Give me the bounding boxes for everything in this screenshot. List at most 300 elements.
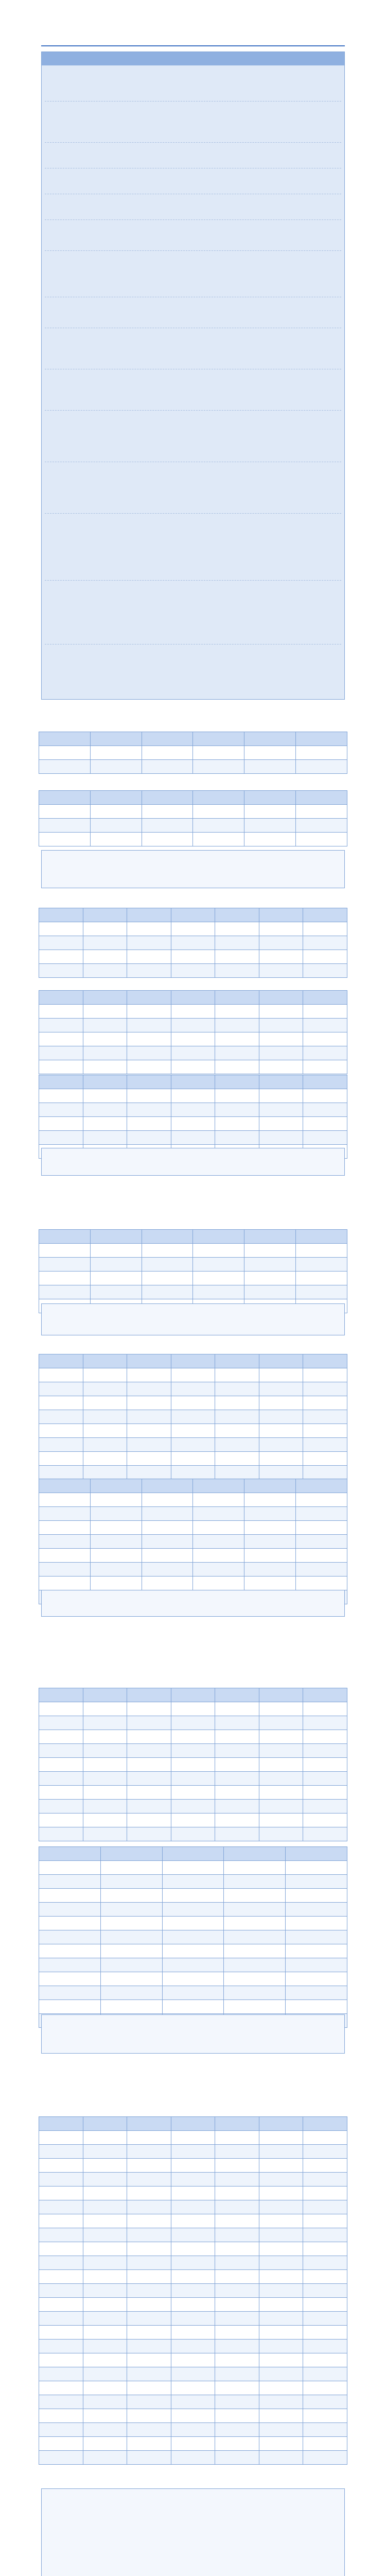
table-cell	[303, 922, 347, 936]
analysis-note-s1	[41, 1148, 345, 1176]
table-cell	[259, 2423, 303, 2437]
table-cell	[162, 1972, 224, 1986]
analysis-note-s4	[41, 2488, 345, 2576]
news-paragraph-text	[45, 583, 341, 585]
table-cell	[39, 1958, 101, 1972]
table-row	[39, 936, 347, 950]
table-cell	[142, 1272, 193, 1285]
table-header-row	[39, 1075, 347, 1089]
table-cell	[244, 1521, 296, 1535]
column-header	[162, 1847, 224, 1861]
table-cell	[244, 1535, 296, 1549]
table-cell	[215, 1786, 259, 1800]
table-cell	[171, 1368, 215, 1382]
table-cell	[127, 2409, 171, 2423]
table-cell	[215, 1019, 259, 1032]
table-cell	[127, 2242, 171, 2256]
table-cell	[171, 1382, 215, 1396]
table-cell	[127, 1424, 171, 1438]
column-header	[39, 2117, 83, 2131]
table-cell	[259, 2200, 303, 2214]
table-row	[39, 1758, 347, 1772]
news-paragraph	[45, 330, 341, 369]
column-header	[193, 1479, 244, 1493]
table-cell	[259, 2326, 303, 2340]
table-cell	[259, 1744, 303, 1758]
table-cell	[286, 1889, 347, 1903]
table-cell	[303, 2312, 347, 2326]
table-cell	[215, 2340, 259, 2353]
table-cell	[83, 1800, 127, 1814]
table-cell	[215, 1103, 259, 1117]
table-cell	[83, 1005, 127, 1019]
table-row	[39, 2256, 347, 2270]
table-cell	[171, 1117, 215, 1131]
table-cell	[259, 2242, 303, 2256]
table-row	[39, 1019, 347, 1032]
table-cell	[83, 2423, 127, 2437]
table-cell	[224, 1930, 286, 1944]
table-header-row	[39, 2117, 347, 2131]
table-header-row	[39, 1230, 347, 1244]
table-cell	[39, 1535, 91, 1549]
table-cell	[215, 2270, 259, 2284]
table-cell	[296, 819, 347, 833]
table-cell	[83, 2353, 127, 2367]
table-row	[39, 1507, 347, 1521]
table-cell	[171, 2159, 215, 2173]
table-cell	[224, 1958, 286, 1972]
table-cell	[303, 2423, 347, 2437]
table-cell	[39, 2270, 83, 2284]
table-cell	[39, 746, 91, 760]
table-cell	[244, 805, 296, 819]
table-cell	[259, 1103, 303, 1117]
column-header	[127, 908, 171, 922]
table-header-row	[39, 1847, 347, 1861]
table-row	[39, 2228, 347, 2242]
column-header	[39, 1479, 91, 1493]
table-row	[39, 1410, 347, 1424]
table-cell	[39, 1244, 91, 1258]
table-cell	[215, 936, 259, 950]
table-cell	[171, 1103, 215, 1117]
table-row	[39, 1535, 347, 1549]
table-row	[39, 2312, 347, 2326]
table-header-row	[39, 1688, 347, 1702]
table-row	[39, 1117, 347, 1131]
table-row	[39, 2451, 347, 2465]
table-row	[39, 2353, 347, 2367]
news-paragraph	[45, 516, 341, 581]
table-cell	[303, 1702, 347, 1716]
table-cell	[83, 2145, 127, 2159]
table-cell	[259, 1772, 303, 1786]
column-header	[83, 1688, 127, 1702]
table-cell	[127, 2381, 171, 2395]
table-cell	[39, 1258, 91, 1272]
table-row	[39, 1285, 347, 1299]
news-paragraph	[45, 299, 341, 328]
table-cell	[142, 1535, 193, 1549]
table-row	[39, 1046, 347, 1060]
table-cell	[83, 2256, 127, 2270]
table-cell	[215, 2409, 259, 2423]
table-row	[39, 2173, 347, 2187]
table-row	[39, 2145, 347, 2159]
table-cell	[259, 1117, 303, 1131]
table-cell	[142, 746, 193, 760]
table-row	[39, 2214, 347, 2228]
table-cell	[100, 1944, 162, 1958]
table-cell	[215, 1005, 259, 1019]
table-cell	[171, 2451, 215, 2465]
table-cell	[215, 1382, 259, 1396]
table-cell	[215, 2214, 259, 2228]
table-cell	[171, 2437, 215, 2451]
table-cell	[83, 2242, 127, 2256]
table-cell	[215, 2395, 259, 2409]
section-title	[39, 1216, 347, 1227]
table-cell	[259, 1702, 303, 1716]
table-cell	[83, 1786, 127, 1800]
table-cell	[39, 1944, 101, 1958]
table-cell	[83, 1117, 127, 1131]
table-cell	[193, 1272, 244, 1285]
table-cell	[39, 1131, 83, 1145]
table-cell	[83, 1368, 127, 1382]
table-row	[39, 1258, 347, 1272]
table-row	[39, 1396, 347, 1410]
table-cell	[215, 1800, 259, 1814]
table-cell	[224, 1986, 286, 2000]
table-cell	[244, 1563, 296, 1577]
table-cell	[215, 1368, 259, 1382]
table-cell	[259, 1438, 303, 1452]
section-title	[39, 1834, 347, 1845]
table-cell	[127, 1046, 171, 1060]
table-cell	[83, 1089, 127, 1103]
column-header	[100, 1847, 162, 1861]
table-cell	[296, 1258, 347, 1272]
column-header	[39, 1230, 91, 1244]
table-cell	[171, 1438, 215, 1452]
table-row	[39, 1716, 347, 1730]
table-cell	[90, 1258, 142, 1272]
table-row	[39, 2131, 347, 2145]
table-cell	[259, 1368, 303, 1382]
table-cell	[83, 2367, 127, 2381]
table-cell	[259, 2145, 303, 2159]
column-header	[244, 791, 296, 805]
table-cell	[303, 2284, 347, 2298]
table-cell	[83, 2312, 127, 2326]
table-cell	[171, 2367, 215, 2381]
column-header	[215, 1075, 259, 1089]
table-cell	[142, 1521, 193, 1535]
table-row	[39, 805, 347, 819]
table-cell	[127, 1131, 171, 1145]
table-cell	[303, 2159, 347, 2173]
table-cell	[259, 2284, 303, 2298]
column-header	[39, 1688, 83, 1702]
table-cell	[193, 1563, 244, 1577]
table-cell	[83, 936, 127, 950]
table-cell	[142, 1285, 193, 1299]
table-cell	[39, 2409, 83, 2423]
table-cell	[100, 1917, 162, 1930]
column-header	[193, 1230, 244, 1244]
table-cell	[39, 2256, 83, 2270]
table-cell	[127, 2340, 171, 2353]
table-cell	[215, 1131, 259, 1145]
table-row	[39, 1382, 347, 1396]
table-cell	[215, 1410, 259, 1424]
analysis-text	[42, 2497, 344, 2501]
table-cell	[171, 2145, 215, 2159]
news-paragraph-text	[45, 516, 341, 518]
table-cell	[127, 2256, 171, 2270]
table-cell	[83, 922, 127, 936]
table-cell	[303, 2381, 347, 2395]
table-row	[39, 2000, 347, 2014]
table-caption	[39, 835, 347, 846]
table-cell	[127, 950, 171, 964]
table-cell	[127, 2298, 171, 2312]
column-header	[303, 991, 347, 1005]
table-cell	[83, 2284, 127, 2298]
table-cell	[303, 2228, 347, 2242]
column-header	[215, 1688, 259, 1702]
table-cell	[296, 1535, 347, 1549]
column-header	[215, 1354, 259, 1368]
table-cell	[303, 2409, 347, 2423]
table-cell	[303, 2256, 347, 2270]
table-cell	[286, 1917, 347, 1930]
column-header	[83, 2117, 127, 2131]
table-cell	[303, 2145, 347, 2159]
column-header	[39, 732, 91, 746]
table-cell	[244, 1285, 296, 1299]
table-cell	[127, 2173, 171, 2187]
table-cell	[296, 1244, 347, 1258]
column-header	[171, 1075, 215, 1089]
table-cell	[39, 1861, 101, 1875]
table-cell	[127, 2200, 171, 2214]
table-cell	[83, 1131, 127, 1145]
section-title	[39, 1342, 347, 1353]
table-row	[39, 2409, 347, 2423]
table-cell	[171, 922, 215, 936]
table-cell	[303, 1438, 347, 1452]
table-row	[39, 1875, 347, 1889]
table-cell	[90, 1507, 142, 1521]
table-cell	[303, 2200, 347, 2214]
column-header	[39, 1354, 83, 1368]
table-cell	[39, 2437, 83, 2451]
table-cell	[259, 2409, 303, 2423]
column-header	[171, 1688, 215, 1702]
table-row	[39, 1917, 347, 1930]
table-cell	[162, 1903, 224, 1917]
column-header	[303, 2117, 347, 2131]
table-cell	[259, 2437, 303, 2451]
table-cell	[303, 1424, 347, 1438]
table-cell	[259, 2298, 303, 2312]
table-cell	[127, 2437, 171, 2451]
table-row	[39, 2284, 347, 2298]
table-cell	[142, 1507, 193, 1521]
table-cell	[83, 1410, 127, 1424]
table-cell	[171, 1019, 215, 1032]
table-cell	[171, 2353, 215, 2367]
table-cell	[303, 2340, 347, 2353]
table-cell	[224, 1889, 286, 1903]
table-cell	[171, 2131, 215, 2145]
table-cell	[244, 1493, 296, 1507]
column-header	[39, 1075, 83, 1089]
table-cell	[127, 1368, 171, 1382]
table-cell	[171, 936, 215, 950]
table-cell	[171, 2173, 215, 2187]
table-cell	[127, 1089, 171, 1103]
table-cell	[127, 1744, 171, 1758]
table-cell	[39, 2312, 83, 2326]
table-cell	[83, 2270, 127, 2284]
table-cell	[162, 1930, 224, 1944]
table-cell	[127, 2145, 171, 2159]
table-cell	[215, 2381, 259, 2395]
table-cell	[259, 1716, 303, 1730]
column-header	[142, 1479, 193, 1493]
table-caption	[39, 1820, 347, 1831]
table-cell	[303, 2395, 347, 2409]
table-row	[39, 1563, 347, 1577]
table-header-row	[39, 1479, 347, 1493]
table-cell	[127, 1730, 171, 1744]
table-cell	[39, 1930, 101, 1944]
table-cell	[303, 1800, 347, 1814]
table-cell	[39, 2159, 83, 2173]
table-cell	[303, 1730, 347, 1744]
table-cell	[39, 1117, 83, 1131]
table-cell	[171, 2214, 215, 2228]
table-cell	[171, 2270, 215, 2284]
news-paragraph	[45, 196, 341, 220]
table-cell	[39, 805, 91, 819]
table-cell	[171, 950, 215, 964]
table-cell	[215, 2284, 259, 2298]
column-header	[303, 1354, 347, 1368]
table-cell	[39, 1744, 83, 1758]
table-cell	[259, 2270, 303, 2284]
table-cell	[224, 1917, 286, 1930]
table-cell	[83, 2298, 127, 2312]
table-cell	[303, 1772, 347, 1786]
table-cell	[259, 1089, 303, 1103]
analysis-note-s3	[41, 2014, 345, 2054]
table-cell	[171, 2326, 215, 2340]
table-cell	[127, 2353, 171, 2367]
table-cell	[127, 1786, 171, 1800]
table-cell	[90, 1549, 142, 1563]
table-header-row	[39, 732, 347, 746]
table-cell	[171, 1716, 215, 1730]
news-paragraph	[45, 464, 341, 514]
table-cell	[303, 1410, 347, 1424]
column-header	[127, 1354, 171, 1368]
table-cell	[90, 1285, 142, 1299]
table-cell	[171, 1131, 215, 1145]
table-cell	[83, 1702, 127, 1716]
table-cell	[296, 1507, 347, 1521]
table-cell	[259, 2159, 303, 2173]
table-cell	[303, 2298, 347, 2312]
data-table	[39, 1075, 347, 1159]
table-cell	[90, 1535, 142, 1549]
table-cell	[215, 2451, 259, 2465]
column-header	[171, 1354, 215, 1368]
column-header	[90, 732, 142, 746]
table-cell	[215, 1772, 259, 1786]
table-cell	[39, 922, 83, 936]
table-row	[39, 2381, 347, 2395]
table-cell	[127, 2284, 171, 2298]
column-header	[193, 791, 244, 805]
table-cell	[303, 1117, 347, 1131]
table-cell	[39, 1563, 91, 1577]
table-cell	[259, 1758, 303, 1772]
column-header	[259, 1075, 303, 1089]
table-header-row	[39, 1354, 347, 1368]
table-cell	[83, 2437, 127, 2451]
table-cell	[286, 1944, 347, 1958]
table-row	[39, 1730, 347, 1744]
news-paragraph	[45, 253, 341, 297]
table-row	[39, 819, 347, 833]
table-cell	[39, 1032, 83, 1046]
table-row	[39, 1272, 347, 1285]
table-cell	[303, 2451, 347, 2465]
table-cell	[171, 1800, 215, 1814]
news-paragraph-text	[45, 413, 341, 415]
report-header	[41, 16, 345, 47]
table-cell	[286, 1861, 347, 1875]
column-header	[83, 1354, 127, 1368]
table-cell	[83, 2228, 127, 2242]
column-header	[244, 1479, 296, 1493]
table-cell	[83, 1438, 127, 1452]
section-title-s1	[39, 705, 347, 716]
news-paragraph-text	[45, 171, 341, 173]
table-row	[39, 746, 347, 760]
table-cell	[127, 2228, 171, 2242]
news-paragraph-text	[45, 222, 341, 224]
table-cell	[286, 1930, 347, 1944]
table-row	[39, 1944, 347, 1958]
table-row	[39, 1986, 347, 2000]
table-cell	[303, 1032, 347, 1046]
section-title	[39, 2102, 347, 2113]
table-cell	[127, 2451, 171, 2465]
news-paragraph-text	[45, 196, 341, 198]
table-cell	[100, 1875, 162, 1889]
table-cell	[215, 2200, 259, 2214]
table-row	[39, 1032, 347, 1046]
table-cell	[215, 1730, 259, 1744]
table-cell	[90, 1493, 142, 1507]
table-cell	[127, 2423, 171, 2437]
